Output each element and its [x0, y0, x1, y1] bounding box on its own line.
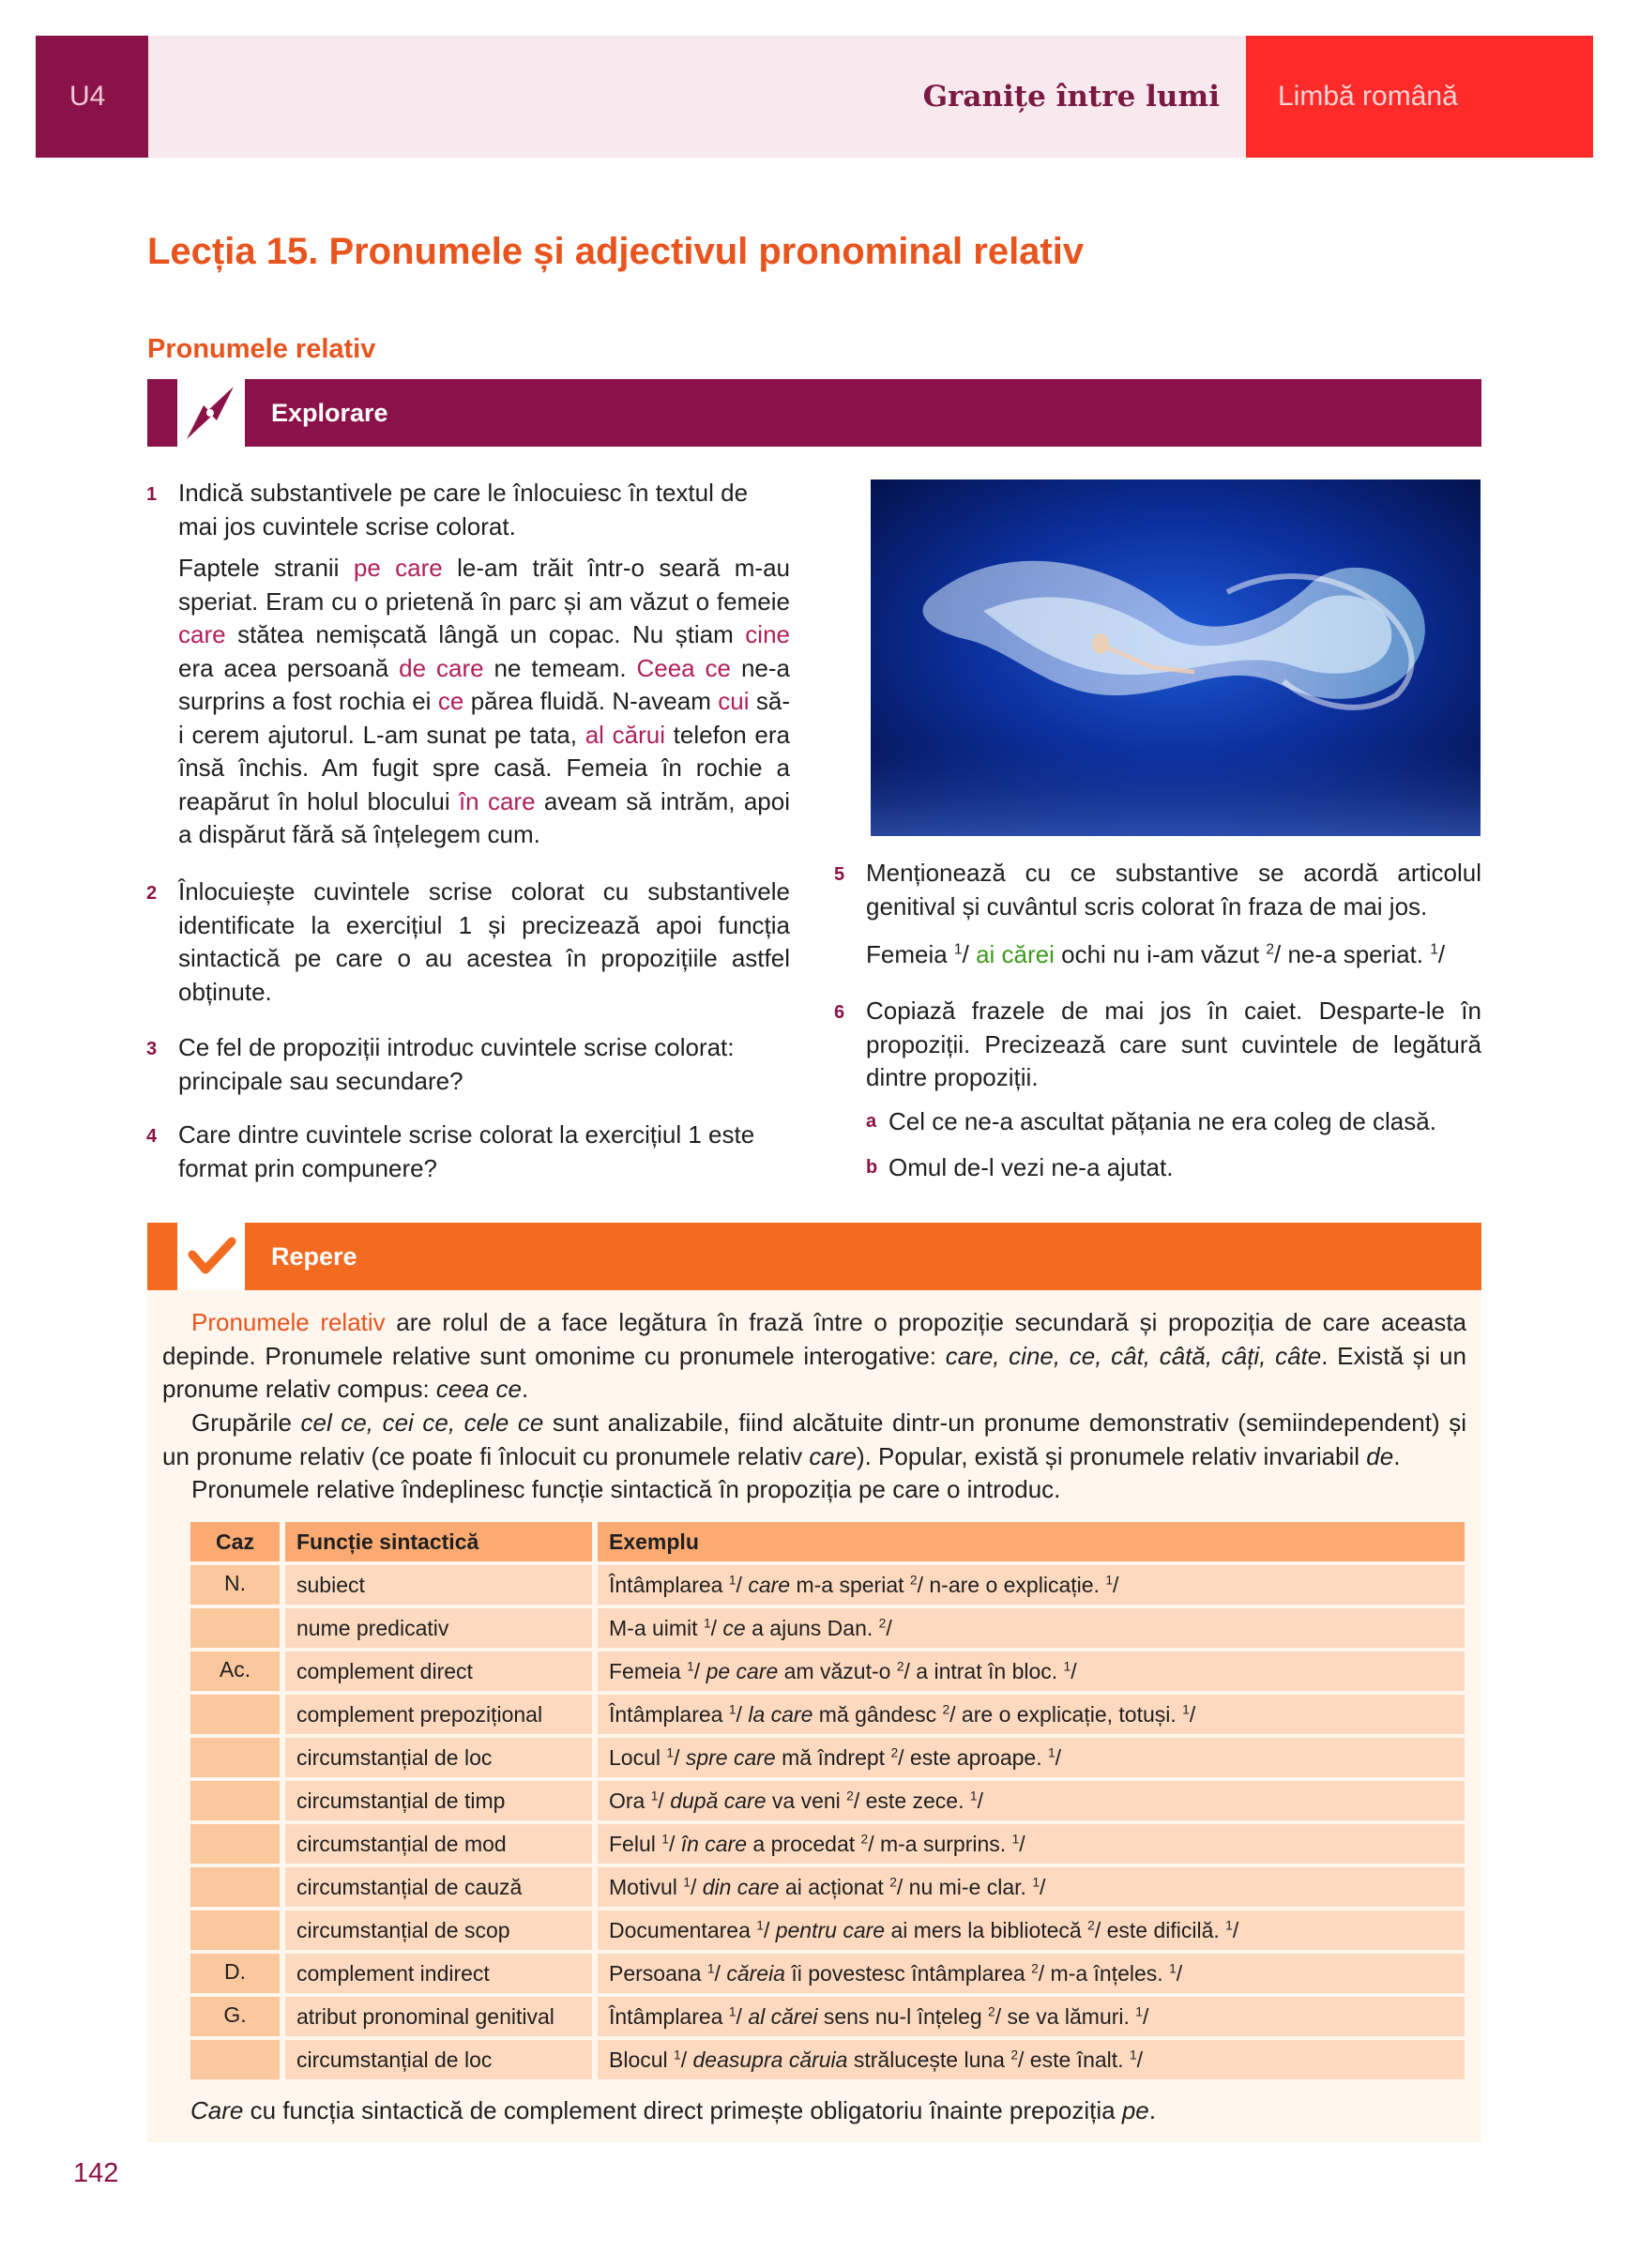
relative-word: al cărui: [585, 720, 665, 749]
function-cell: circumstanțial de mod: [285, 1824, 592, 1864]
header-example: Exemplu: [598, 1522, 1465, 1561]
table-header-row: [190, 1522, 1465, 1561]
checkmark-icon: [147, 1223, 245, 1290]
exercise-number: 3: [146, 1039, 158, 1059]
function-cell: complement indirect: [285, 1954, 592, 1993]
example-cell: Blocul $^1$/ deasupra căruia strălucește luna $^2$/ este înalt. $^1$/: [598, 2040, 1465, 2079]
explore-banner: [147, 379, 1481, 447]
example-cell: Femeia $^1$/ pe care am văzut-o $^2$/ a intrat în bloc. $^1$/: [598, 1652, 1465, 1691]
example-cell: M-a uimit $^1$/ ce a ajuns Dan. $^2$/: [598, 1608, 1465, 1648]
explore-label: Explorare: [271, 398, 388, 427]
story-passage: [178, 552, 790, 852]
exercise-text: Ce fel de propoziții introduc cuvintele scrise colorat: principale sau secundare?: [178, 1033, 735, 1095]
example-cell: Motivul $^1$/ din care ai acționat $^2$/ nu mi-e clar. $^1$/: [598, 1867, 1465, 1907]
exercise-text: Înlocuiește cuvintele scrise colorat cu substantivele identificate la exercițiul 1 și precizează apoi funcția sintactică pe care o au acestea în propozițiile astfel obținute.: [178, 877, 790, 1006]
table-row: [190, 1738, 1465, 1777]
passage-text: le-am trăit într-o seară m-au speriat. Eram cu o prietenă în parc și am văzut o femeie: [178, 554, 790, 616]
repere-paragraph-3: Pronumele relative îndeplinesc funcție sintactică în propoziția pe care o introduc.: [191, 1475, 1061, 1503]
passage-text: ne-a surprins a fost rochia ei: [178, 653, 791, 715]
example-cell: Întâmplarea $^1$/ la care mă gândesc $^2$/ are o explicație, totuși. $^1$/: [598, 1695, 1465, 1734]
lesson-title: Lecția 15. Pronumele și adjectivul pronominal relativ: [147, 231, 1085, 272]
example-cell: Documentarea $^1$/ pentru care ai mers la bibliotecă $^2$/ este dificilă. $^1$/: [598, 1910, 1465, 1950]
table-row: [190, 1910, 1465, 1950]
case-cell: [190, 2040, 280, 2079]
function-cell: circumstanțial de loc: [285, 2040, 592, 2079]
compass-icon: [147, 379, 245, 447]
case-cell: D.: [190, 1954, 280, 1993]
example-cell: Întâmplarea $^1$/ care m-a speriat $^2$/ n-are o explicație. $^1$/: [598, 1565, 1465, 1605]
exercise-text: Menționează cu ce substantive se acordă articolul genitival și cuvântul scris colorat în fraza de mai jos.: [866, 859, 1481, 921]
exercise-1: [146, 477, 790, 543]
table-row: [190, 1867, 1465, 1907]
case-cell: [190, 1738, 280, 1777]
table-row: [190, 1824, 1465, 1864]
table-row: [190, 1695, 1465, 1734]
passage-text: telefon era însă închis. Am fugit spre casă. Femeia în rochie a reapărut în holul blocului: [178, 720, 790, 815]
relative-word: cine: [745, 620, 790, 648]
table-row: [190, 1997, 1465, 2036]
case-cell: [190, 1867, 280, 1907]
table-row: [190, 1608, 1465, 1648]
function-cell: circumstanțial de timp: [285, 1781, 592, 1820]
exercise-6: [834, 995, 1481, 1095]
table-row: [190, 2040, 1465, 2079]
function-cell: circumstanțial de scop: [285, 1910, 592, 1950]
exercise-number: 5: [834, 864, 845, 885]
exercise-5-sentence: Femeia $^1$/ ai cărei ochi nu i-am văzut $^2$/ ne-a speriat. $^1$/: [866, 940, 1446, 968]
exercise-number: 1: [146, 484, 158, 505]
section-title: Pronumele relativ: [147, 334, 376, 364]
case-cell: [190, 1824, 280, 1864]
page-number: 142: [73, 2158, 119, 2188]
function-cell: complement direct: [285, 1652, 592, 1691]
exercise-3: [146, 1031, 790, 1098]
header-case: Caz: [190, 1522, 280, 1561]
table-row: [190, 1954, 1465, 1993]
passage-text: stătea nemișcată lângă un copac. Nu știam: [225, 620, 746, 648]
case-cell: Ac.: [190, 1652, 280, 1691]
relative-word: care: [178, 620, 226, 648]
exercise-6-items: [866, 1105, 1481, 1184]
unit-label: U4: [36, 36, 148, 158]
relative-word: cui: [718, 687, 750, 715]
passage-text: aveam să intrăm, apoi a dispărut fără să înțelegem cum.: [178, 786, 790, 848]
passage-text: ne temeam.: [483, 653, 637, 682]
list-item: b Omul de-l vezi ne-a ajutat.: [866, 1152, 1174, 1181]
case-cell: G.: [190, 1997, 280, 2036]
example-cell: Întâmplarea $^1$/ al cărei sens nu-l înțeleg $^2$/ se va lămuri. $^1$/: [598, 1997, 1465, 2036]
chapter-title: Granițe între lumi: [922, 80, 1220, 114]
function-cell: atribut pronominal genitival: [285, 1997, 592, 2036]
case-cell: [190, 1781, 280, 1820]
passage-text: să-i cerem ajutorul. L-am sunat pe tata,: [178, 687, 791, 749]
table-row: [190, 1781, 1465, 1820]
exercise-4: [146, 1119, 790, 1185]
relative-word: de care: [399, 653, 484, 682]
example-cell: Felul $^1$/ în care a procedat $^2$/ m-a surprins. $^1$/: [598, 1824, 1465, 1864]
underwater-dress-photo: [871, 479, 1481, 836]
exercise-number: 2: [146, 883, 158, 904]
exercise-text: Indică substantivele pe care le înlocuiesc în textul de mai jos cuvintele scrise colorat.: [178, 479, 749, 540]
header-bar: [148, 36, 1246, 158]
case-cell: [190, 1608, 280, 1648]
exercise-5: [834, 857, 1481, 923]
exercise-text: Copiază frazele de mai jos în caiet. Desparte-le în propoziții. Precizează care sunt cuvintele de legătură dintre propoziții.: [866, 997, 1481, 1091]
exercise-text: Care dintre cuvintele scrise colorat la exercițiul 1 este format prin compunere?: [178, 1120, 755, 1182]
repere-paragraph-1: Pronumele relativ are rolul de a face legătura în frază între o propoziție secundară și propoziția de care aceasta depinde. Pronumele relative sunt omonime cu pronumele interogative: care, cine, ce, cât, câtă, câți, câte. Există și un pronume relativ compus: ceea ce.: [162, 1308, 1467, 1403]
repere-note: Care cu funcția sintactică de complement direct primește obligatoriu înainte prepoziția pe.: [190, 2096, 1156, 2124]
relative-word: Ceea ce: [636, 653, 732, 682]
repere-paragraph-2: Grupările cel ce, cei ce, cele ce sunt analizabile, fiind alcătuite dintr-un pronume demonstrativ (semiindependent) și un pronume relativ (ce poate fi înlocuit cu pronumele relativ care). Popular, există și pronumele relativ invariabil de.: [162, 1408, 1466, 1470]
function-cell: circumstanțial de cauză: [285, 1867, 592, 1907]
subject-label: Limbă română: [1246, 36, 1593, 158]
header-function: Funcție sintactică: [285, 1522, 592, 1561]
example-cell: Locul $^1$/ spre care mă îndrept $^2$/ este aproape. $^1$/: [598, 1738, 1465, 1777]
case-cell: N.: [190, 1565, 280, 1605]
example-cell: Ora $^1$/ după care va veni $^2$/ este zece. $^1$/: [598, 1781, 1465, 1820]
exercise-number: 4: [146, 1126, 158, 1147]
relative-word: pe care: [353, 554, 443, 582]
passage-text: era acea persoană: [178, 653, 400, 682]
table-row: [190, 1652, 1465, 1691]
table-row: [190, 1565, 1465, 1605]
list-item: a Cel ce ne-a ascultat pățania ne era coleg de clasă.: [866, 1107, 1436, 1135]
repere-label: Repere: [271, 1241, 357, 1271]
exercise-2: [146, 875, 790, 1009]
case-cell: [190, 1910, 280, 1950]
relative-word: în care: [458, 786, 536, 815]
passage-text: Faptele stranii: [178, 554, 354, 582]
function-cell: complement prepozițional: [285, 1695, 592, 1734]
exercise-number: 6: [834, 1002, 845, 1023]
function-cell: circumstanțial de loc: [285, 1738, 592, 1777]
passage-text: părea fluidă. N-aveam: [463, 687, 719, 715]
example-cell: Persoana $^1$/ căreia îi povestesc întâmplarea $^2$/ m-a înțeles. $^1$/: [598, 1954, 1465, 1993]
case-cell: [190, 1695, 280, 1734]
repere-banner: [147, 1223, 1481, 1290]
relative-word: ce: [437, 687, 464, 715]
function-cell: subiect: [285, 1565, 592, 1605]
function-cell: nume predicativ: [285, 1608, 592, 1648]
relative-pronoun-table: [190, 1518, 1465, 2083]
